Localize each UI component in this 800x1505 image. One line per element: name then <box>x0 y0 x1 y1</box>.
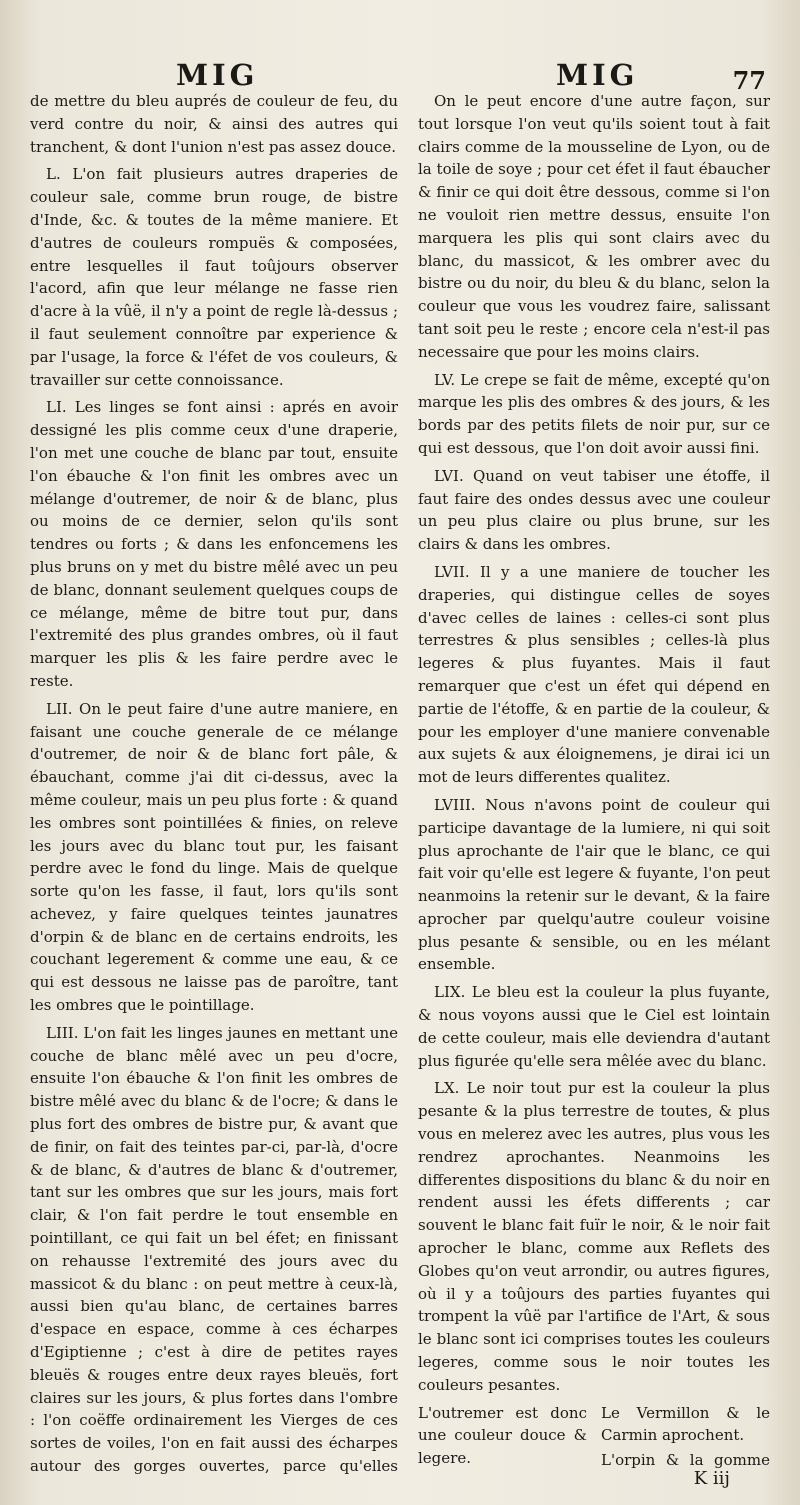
paragraph-LI: LI. Les linges se font ainsi : aprés en avoir dessigné les plis comme ceux d'une draperie, l'on met une couche de blanc par tout, ensuite l'on ébauche & l'on finit les ombres avec un mélange d'outremer, de noir & de blanc, plus ou moins de ce dernier, selon qu'ils sont tendres ou forts ; & dans les enfoncemens les plus bruns on y met du bistre mêlé avec un peu de blanc, donnant seulement quelques coups de ce mélange, même de bitre tout pur, dans l'extremité des plus grandes ombres, où il faut marquer les plis & les faire perdre avec le reste. <box>30 398 398 690</box>
color-list-left <box>418 1402 587 1475</box>
list-item: L'orpin & la gomme <box>601 1451 770 1470</box>
paragraph-LV: LV. Le crepe se fait de même, excepté qu'on marque les plis des ombres & des jours, & les bords par des petits filets de noir pur, sur ce qui est dessous, que l'on doit avoir aussi fini. <box>418 370 770 457</box>
paragraph-LVII: LVII. Il y a une maniere de toucher les draperies, qui distingue celles de soyes d'avec celles de laines : celles-ci sont plus terrestres & plus sensibles ; celles-là plus legeres & plus fuyantes. Mais il faut remarquer que c'est un éfet qui dépend en partie de l'étoffe, & en partie de la couleur, & pour les employer d'une maniere convenable aux sujets & aux éloignemens, je dirai ici un mot de leurs differentes qualitez. <box>418 562 770 787</box>
paragraph-LVI: LVI. Quand on veut tabiser une étoffe, il faut faire des ondes dessus avec une couleur un peu plus claire ou plus brune, sur les clairs & dans les ombres. <box>418 466 770 554</box>
running-head-right: MIG <box>556 58 639 92</box>
color-list-right <box>601 1402 770 1475</box>
list-item <box>418 1472 587 1475</box>
signature-mark: K iij <box>693 1468 730 1489</box>
paragraph-LIX: LIX. Le bleu est la couleur la plus fuyante, & nous voyons aussi que le Ciel est lointain de cette couleur, mais elle deviendra d'autant plus figurée qu'elle sera mêlée avec du blanc. <box>418 983 770 1070</box>
page-number: 77 <box>732 66 766 95</box>
running-head-left: MIG <box>176 58 259 92</box>
list-item: L'outremer est donc une couleur douce & legere. <box>418 1403 587 1468</box>
paragraph-continuation: de mettre du bleu auprés de couleur de feu, du verd contre du noir, & ainsi des autres qui tranchent, & dont l'union n'est pas assez douce. <box>30 92 398 156</box>
paragraph-LIII: LIII. L'on fait les linges jaunes en mettant une couche de blanc mêlé avec un peu d'ocre, ensuite l'on ébauche & l'on finit les ombres de bistre mêlé avec du blanc & de l'ocre; & dans le plus fort des ombres de bistre pur, & avant que de finir, on fait des teintes par-ci, par-là, d'ocre & de blanc, & d'autres de blanc & d'outremer, tant sur les ombres que sur les jours, mais fort clair, & l'on fait perdre le tout ensemble en pointillant, ce qui fait un bel éfet; en finissant on rehausse l'extremité des jours avec du massicot & du blanc : on peut mettre à ceux-là, aussi bien qu'au blanc, de certaines barres d'espace en espace, comme à ces écharpes d'Egiptienne ; c'est à dire de petites rayes bleuës & rouges entre deux rayes bleuës, fort claires sur les jours, & plus fortes dans l'ombre : l'on coëffe ordinairement les Vierges de ces sortes de voiles, l'on en fait aussi des écharpes autour des gorges ouvertes, parce qu'elles <box>30 1023 398 1475</box>
right-column <box>418 90 770 1475</box>
paragraph-LIV-cont: On le peut encore d'une autre façon, sur tout lorsque l'on veut qu'ils soient tout à fait clairs comme de la mousseline de Lyon, ou de la toile de soye ; pour cet éfet il faut ébaucher & finir ce qui doit être dessous, comme si l'on ne vouloit rien mettre dessus, ensuite l'on marquera les plis qui sont clairs avec du blanc, du massicot, & les ombrer avec du bistre ou du noir, du bleu & du blanc, selon la couleur que vous les voudrez faire, salissant tant soit peu le reste ; encore cela n'est-il pas necessaire que pour les moins clairs. <box>418 92 770 361</box>
color-qualities-list <box>418 1402 770 1475</box>
paragraph-LX: LX. Le noir tout pur est la couleur la plus pesante & la plus terrestre de toutes, & plus vous en melerez avec les autres, plus vous les rendrez aprochantes. Neanmoins les differentes dispositions du blanc & du noir en rendent aussi les éfets differents ; car souvent le blanc fait fuïr le noir, & le noir fait aprocher le blanc, comme aux Reflets des Globes qu'on veut arrondir, ou autres figures, où il y a toûjours des parties fuyantes qui trompent la vûë par l'artifice de l'Art, & sous le blanc sont ici comprises toutes les couleurs legeres, comme sous le noir toutes les couleurs pesantes. <box>418 1079 770 1394</box>
paragraph-LVIII: LVIII. Nous n'avons point de couleur qui participe davantage de la lumiere, ni qui soit plus aprochante de l'air que le blanc, ce qui fait voir qu'elle est legere & fuyante, l'on peut neanmoins la retenir sur le devant, & la faire aprocher par quelqu'autre couleur voisine plus pesante & sensible, ou en les mélant ensemble. <box>418 795 770 974</box>
left-column <box>30 90 398 1475</box>
paragraph-LII: LII. On le peut faire d'une autre maniere, en faisant une couche generale de ce mélange d'outremer, de noir & de blanc fort pâle, & ébauchant, comme j'ai dit ci-dessus, avec la même couleur, mais un peu plus forte : & quand les ombres sont pointillées & finies, on releve les jours avec du blanc tout pur, les faisant perdre avec le fond du linge. Mais de quelque sorte qu'on les fasse, il faut, lors qu'ils sont achevez, y faire quelques teintes jaunatres d'orpin & de blanc en de certains endroits, les couchant legerement & comme une eau, & ce qui est dessous ne laisse pas de paroître, tant les ombres que le pointillage. <box>30 699 398 1015</box>
list-item: Le Vermillon & le Carmin aprochent. <box>601 1403 770 1445</box>
paragraph-L: L. L'on fait plusieurs autres draperies de couleur sale, comme brun rouge, de bistre d'Inde, &c. & toutes de la même maniere. Et d'autres de couleurs rompuës & composées, entre lesquelles il faut toûjours observer l'acord, afin que leur mélange ne fasse rien d'acre à la vûë, il n'y a point de regle là-dessus ; il faut seulement connoître par experience & par l'usage, la force & l'éfet de vos couleurs, & travailler sur cette connoissance. <box>30 165 398 389</box>
